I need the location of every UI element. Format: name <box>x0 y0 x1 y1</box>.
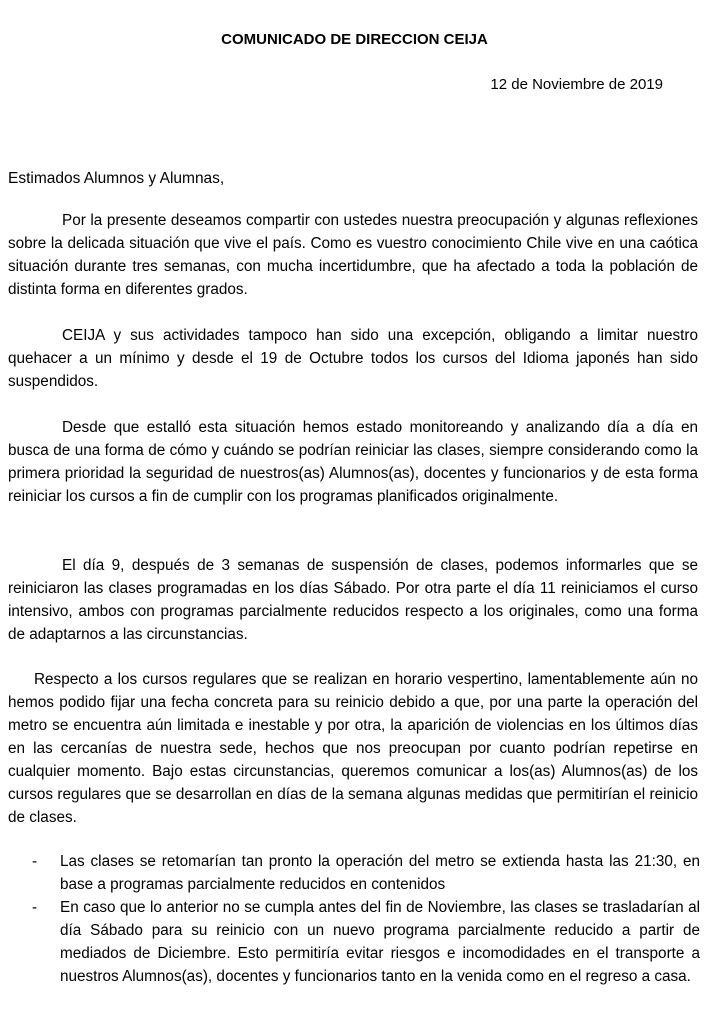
list-item <box>0 896 700 988</box>
bullet-dash: - <box>32 853 38 870</box>
document-title: COMUNICADO DE DIRECCION CEIJA <box>221 31 488 48</box>
paragraph-intro: Por la presente deseamos compartir con ustedes nuestra preocupación y algunas reflexiones sobre la delicada situación que vive el país. Como es vuestro conocimiento Chile vive en una caótica situación durante tres semanas, con mucha incertidumbre, que ha afectado a toda la población de distinta forma en diferentes grados. <box>8 212 698 298</box>
paragraph-restart: El día 9, después de 3 semanas de suspensión de clases, podemos informarles que se reiniciaron las clases programadas en los días Sábado. Por otra parte el día 11 reiniciamos el curso intensivo, ambos con programas parcialmente reducidos respecto a los originales, como una forma de adaptarnos a las circunstancias. <box>8 557 698 643</box>
list-item <box>0 850 700 896</box>
paragraph-monitoring: Desde que estalló esta situación hemos estado monitoreando y analizando día a día en busca de una forma de cómo y cuándo se podrían reiniciar las clases, siempre considerando como la primera prioridad la seguridad de nuestros(as) Alumnos(as), docentes y funcionarios y de esta forma reiniciar los cursos a fin de cumplir con los programas planificados originalmente. <box>8 419 698 505</box>
salutation: Estimados Alumnos y Alumnas, <box>8 170 225 187</box>
paragraph-regular-courses: Respecto a los cursos regulares que se realizan en horario vespertino, lamentablemente aún no hemos podido fijar una fecha concreta para su reinicio debido a que, por una parte la operación del metro se encuentra aún limitada e inestable y por otra, la aparición de violencias en los últimos días en las cercanías de nuestra sede, hechos que nos preocupan por cuanto podrían repetirse en cualquier momento. Bajo estas circunstancias, queremos comunicar a los(as) Alumnos(as) de los cursos regulares que se desarrollan en días de la semana algunas medidas que permitirían el reinicio de clases. <box>8 671 698 826</box>
document-date: 12 de Noviembre de 2019 <box>490 76 663 93</box>
measures-list <box>0 850 700 988</box>
paragraph-ceija: CEIJA y sus actividades tampoco han sido una excepción, obligando a limitar nuestro quehacer a un mínimo y desde el 19 de Octubre todos los cursos del Idioma japonés han sido suspendidos. <box>8 327 698 390</box>
bullet-dash: - <box>32 899 38 916</box>
list-item-text: En caso que lo anterior no se cumpla antes del fin de Noviembre, las clases se trasladarían al día Sábado para su reinicio con un nuevo programa parcialmente reducido a partir de mediados de Diciembre. Esto permitiría evitar riesgos e incomodidades en el transporte a nuestros Alumnos(as), docentes y funcionarios tanto en la venida como en el regreso a casa. <box>60 899 700 985</box>
list-item-text: Las clases se retomarían tan pronto la operación del metro se extienda hasta las 21:30, en base a programas parcialmente reducidos en contenidos <box>60 853 700 893</box>
